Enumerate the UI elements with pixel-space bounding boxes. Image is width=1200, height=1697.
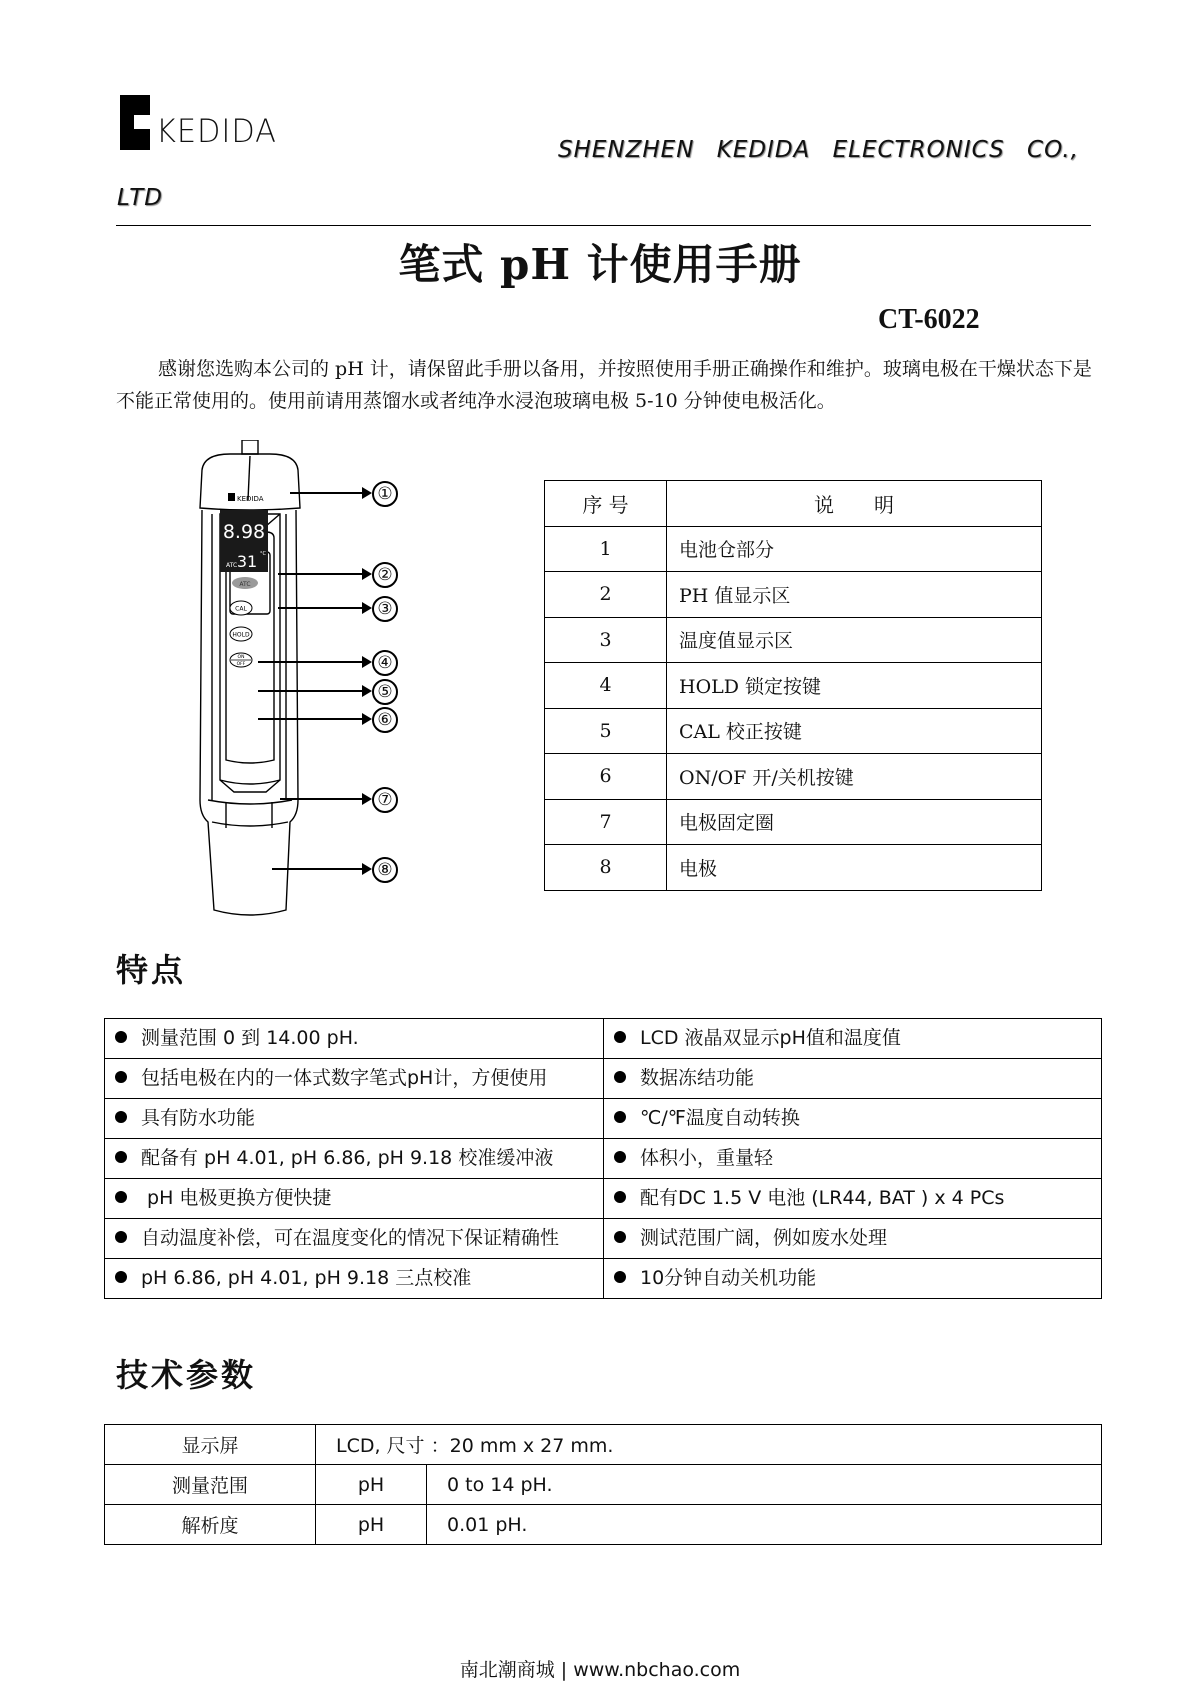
column-header-description: 说 明 <box>667 481 1042 527</box>
part-number: 4 <box>545 663 667 709</box>
spec-value: LCD, 尺寸 ：20 mm x 27 mm. <box>316 1425 1102 1465</box>
document-title: 笔式 pH 计使用手册 <box>398 240 802 289</box>
spec-label: 测量范围 <box>105 1465 316 1505</box>
table-row <box>105 1505 1102 1545</box>
table-row <box>105 1425 1102 1465</box>
callout-number-5: ⑤ <box>372 679 398 705</box>
table-row <box>545 708 1042 754</box>
table-row <box>545 526 1042 572</box>
callout-arrow-4 <box>258 661 370 663</box>
specs-table <box>104 1424 1102 1545</box>
table-row <box>105 1179 1102 1219</box>
bullet-icon <box>115 1271 127 1283</box>
feature-text: 测试范围广阔，例如废水处理 <box>640 1227 888 1249</box>
table-row <box>545 845 1042 891</box>
spec-unit: pH <box>316 1465 427 1505</box>
bullet-icon <box>614 1151 626 1163</box>
part-number: 6 <box>545 754 667 800</box>
feature-text: 配备有 pH 4.01, pH 6.86, pH 9.18 校准缓冲液 <box>141 1147 554 1169</box>
cal-button-label: CAL <box>235 605 247 613</box>
part-description: CAL 校正按键 <box>667 708 1042 754</box>
parts-table <box>544 480 1042 891</box>
lcd-temp-reading: 31 <box>236 552 258 571</box>
part-description: 温度值显示区 <box>667 617 1042 663</box>
feature-text: 数据冻结功能 <box>640 1067 755 1089</box>
callout-number-3: ③ <box>372 596 398 622</box>
bullet-icon <box>115 1231 127 1243</box>
bullet-icon <box>115 1151 127 1163</box>
callout-arrow-3 <box>278 607 370 609</box>
bullet-icon <box>115 1191 127 1203</box>
callout-arrow-1 <box>290 492 370 494</box>
features-heading: 特点 <box>116 951 187 989</box>
header-divider <box>116 225 1091 226</box>
feature-text: ℃/℉温度自动转换 <box>640 1107 800 1129</box>
part-description: 电极固定圈 <box>667 799 1042 845</box>
lcd-temp-unit: °C <box>260 551 266 557</box>
feature-text: 包括电极在内的一体式数字笔式pH计，方便使用 <box>141 1067 548 1089</box>
kedida-logo <box>120 95 290 150</box>
spec-value: 0 to 14 pH. <box>427 1465 1102 1505</box>
intro-paragraph: 感谢您选购本公司的 pH 计，请保留此手册以备用，并按照使用手册正确操作和维护。玻璃电极在干燥状态下是不能正常使用的。使用前请用蒸馏水或者纯净水浸泡玻璃电极 5-10 分钟使电极活化。 <box>116 358 1092 412</box>
svg-text:ON: ON <box>237 655 245 660</box>
feature-cell <box>604 1099 1102 1139</box>
part-description: ON/OF 开/关机按键 <box>667 754 1042 800</box>
table-row <box>545 754 1042 800</box>
table-row <box>105 1219 1102 1259</box>
table-row <box>105 1019 1102 1059</box>
feature-cell <box>105 1099 604 1139</box>
feature-cell <box>105 1059 604 1099</box>
callout-arrow-6 <box>258 718 370 720</box>
feature-cell <box>604 1059 1102 1099</box>
features-table <box>104 1018 1102 1299</box>
bullet-icon <box>614 1231 626 1243</box>
callout-number-7: ⑦ <box>372 787 398 813</box>
specs-heading: 技术参数 <box>116 1356 257 1394</box>
table-row <box>105 1465 1102 1505</box>
company-name-suffix: LTD <box>117 185 164 211</box>
model-number: CT-6022 <box>878 304 980 335</box>
bullet-icon <box>614 1271 626 1283</box>
logo-mark-icon <box>120 95 150 150</box>
bullet-icon <box>115 1031 127 1043</box>
callout-arrow-8 <box>272 868 370 870</box>
spec-label: 解析度 <box>105 1505 316 1545</box>
bullet-icon <box>614 1111 626 1123</box>
part-number: 5 <box>545 708 667 754</box>
part-number: 1 <box>545 526 667 572</box>
table-row <box>105 1059 1102 1099</box>
table-row <box>105 1099 1102 1139</box>
callout-number-2: ② <box>372 562 398 588</box>
feature-cell <box>105 1219 604 1259</box>
svg-text:OFF: OFF <box>236 662 246 667</box>
table-row <box>105 1259 1102 1299</box>
bullet-icon <box>614 1071 626 1083</box>
callout-number-8: ⑧ <box>372 857 398 883</box>
part-description: PH 值显示区 <box>667 572 1042 618</box>
part-description: 电极 <box>667 845 1042 891</box>
device-brand: KEDIDA <box>237 495 264 503</box>
callout-arrow-2 <box>278 573 370 575</box>
feature-cell <box>604 1259 1102 1299</box>
part-description: 电池仓部分 <box>667 526 1042 572</box>
feature-cell <box>604 1019 1102 1059</box>
feature-text: 自动温度补偿，可在温度变化的情况下保证精确性 <box>141 1227 560 1249</box>
table-row <box>545 663 1042 709</box>
feature-cell <box>105 1259 604 1299</box>
feature-text: pH 6.86, pH 4.01, pH 9.18 三点校准 <box>141 1267 472 1289</box>
feature-cell <box>604 1179 1102 1219</box>
feature-text: 具有防水功能 <box>141 1107 256 1129</box>
feature-text: LCD 液晶双显示pH值和温度值 <box>640 1027 901 1049</box>
part-number: 3 <box>545 617 667 663</box>
feature-text: 10分钟自动关机功能 <box>640 1267 817 1289</box>
callout-number-6: ⑥ <box>372 707 398 733</box>
lcd-ph-reading: 8.98 <box>222 521 266 543</box>
table-row <box>545 799 1042 845</box>
hold-button-label: HOLD <box>232 631 250 639</box>
part-description: HOLD 锁定按键 <box>667 663 1042 709</box>
feature-cell <box>604 1219 1102 1259</box>
footer-watermark: 南北潮商城 | www.nbchao.com <box>459 1659 741 1681</box>
feature-text: 配有DC 1.5 V 电池 (LR44, BAT ) x 4 PCs <box>640 1187 1005 1209</box>
table-row <box>545 617 1042 663</box>
column-header-number: 序 号 <box>545 481 667 527</box>
table-header-row <box>545 481 1042 527</box>
logo-text: KEDIDA <box>156 112 277 150</box>
table-row <box>545 572 1042 618</box>
feature-cell <box>604 1139 1102 1179</box>
callout-arrow-5 <box>258 690 370 692</box>
feature-cell <box>105 1019 604 1059</box>
bullet-icon <box>115 1111 127 1123</box>
feature-text: 测量范围 0 到 14.00 pH. <box>141 1027 359 1049</box>
callout-arrow-7 <box>280 798 370 800</box>
feature-text: 体积小，重量轻 <box>640 1147 774 1169</box>
company-name: SHENZHEN KEDIDA ELECTRONICS CO., <box>558 137 1079 163</box>
table-row <box>105 1139 1102 1179</box>
callout-number-4: ④ <box>372 650 398 676</box>
bullet-icon <box>614 1031 626 1043</box>
spec-label: 显示屏 <box>105 1425 316 1465</box>
feature-cell <box>105 1179 604 1219</box>
feature-cell <box>105 1139 604 1179</box>
bullet-icon <box>115 1071 127 1083</box>
callout-number-1: ① <box>372 481 398 507</box>
part-number: 8 <box>545 845 667 891</box>
spec-value: 0.01 pH. <box>427 1505 1102 1545</box>
part-number: 7 <box>545 799 667 845</box>
bullet-icon <box>614 1191 626 1203</box>
part-number: 2 <box>545 572 667 618</box>
feature-text: pH 电极更换方便快捷 <box>141 1187 332 1209</box>
atc-button-label: ATC <box>239 581 251 588</box>
lcd-atc-label: ATC <box>226 562 238 569</box>
spec-unit: pH <box>316 1505 427 1545</box>
